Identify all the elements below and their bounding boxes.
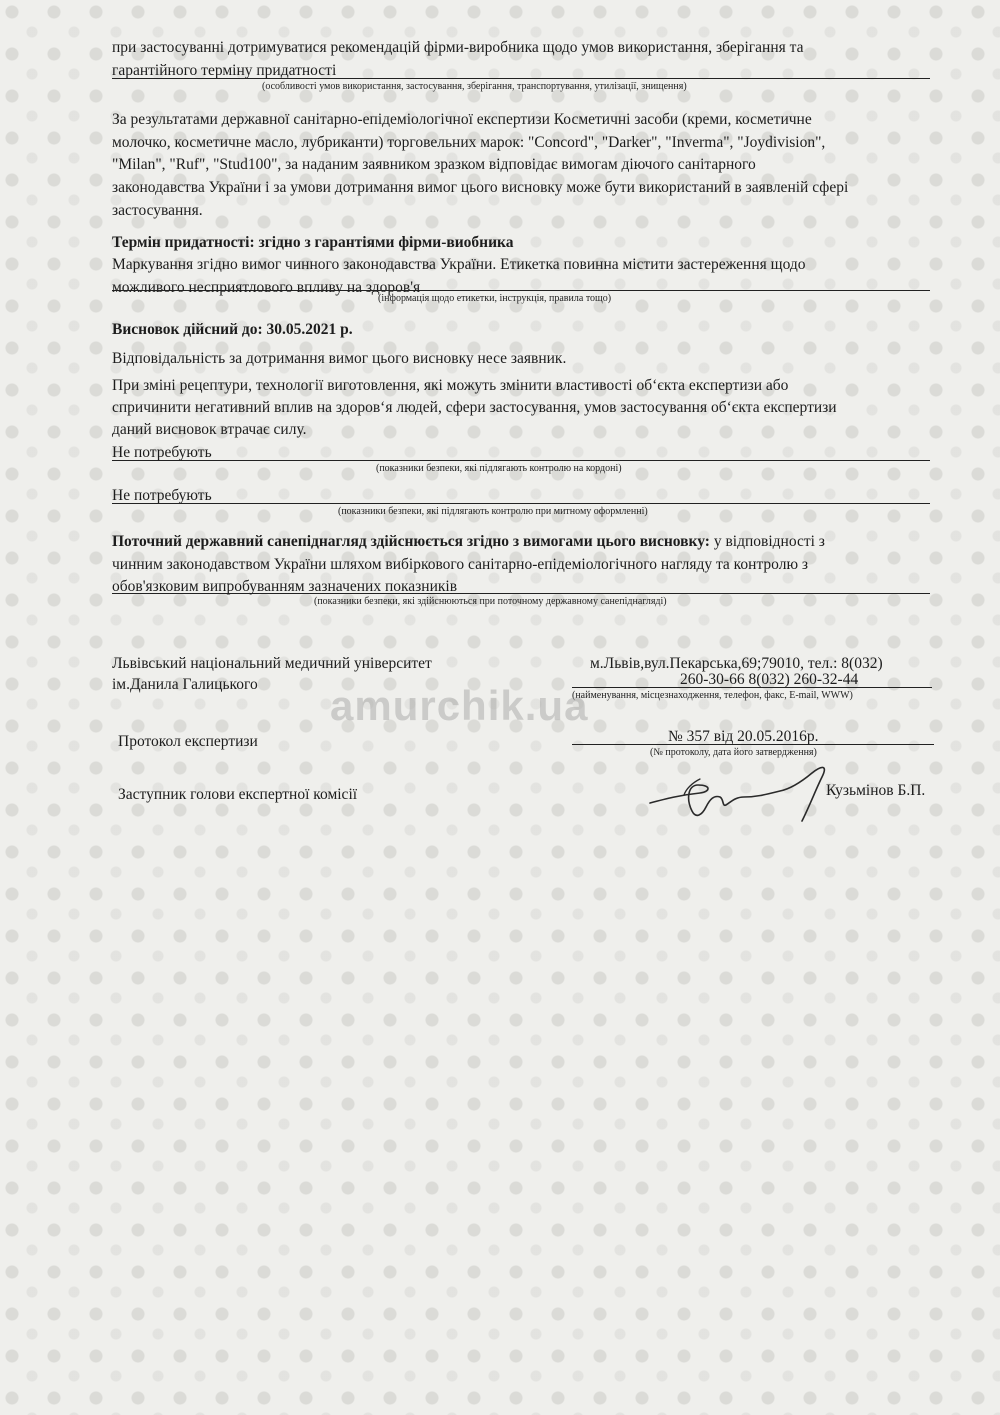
shelf-life-heading: Термін придатності: згідно з гарантіями фірми-виобника bbox=[112, 234, 514, 251]
responsibility-text: Відповідальність за дотримання вимог цього висновку несе заявник. bbox=[112, 350, 567, 367]
storage-line-2: гарантійного терміну придатності bbox=[112, 62, 337, 79]
customs-control-value: Не потребують bbox=[112, 487, 212, 504]
labeling-line-2: можливого несприятлового впливу на здоров'я bbox=[112, 279, 421, 296]
supervision-heading: Поточний державний санепіднагляд здійснюється згідно з вимогами цього висновку: bbox=[112, 533, 710, 550]
customs-control-underline bbox=[112, 503, 930, 504]
validity-date: Висновок дійсний до: 30.05.2021 р. bbox=[112, 321, 353, 338]
border-control-caption: (показники безпеки, які підлягають контролю на кордоні) bbox=[376, 463, 622, 474]
protocol-caption: (№ протоколу, дата його затвердження) bbox=[650, 747, 817, 758]
supervision-line-2: чинним законодавством України шляхом вибіркового санітарно-епідеміологічного нагляду та контролю з bbox=[112, 556, 809, 573]
supervision-line-3: обов'язковим випробуванням зазначених показників bbox=[112, 578, 458, 595]
supervision-line-1 bbox=[112, 530, 825, 553]
signatory-name: Кузьмінов Б.П. bbox=[826, 782, 926, 799]
storage-caption: (особливості умов використання, застосування, зберігання, транспортування, утилізації, знищення) bbox=[262, 81, 687, 92]
protocol-value: № 357 від 20.05.2016р. bbox=[668, 728, 819, 745]
conclusion-line-1: За результатами державної санітарно-епідеміологічної експертизи Косметичні засоби (креми, косметичне bbox=[112, 111, 812, 128]
labeling-line-1: Маркування згідно вимог чинного законодавства України. Етикетка повинна містити застереження щодо bbox=[112, 256, 806, 273]
change-clause-line-3: даний висновок втрачає силу. bbox=[112, 421, 307, 438]
institution-address-line-2: 260-30-66 8(032) 260-32-44 bbox=[680, 671, 859, 688]
border-control-value: Не потребують bbox=[112, 444, 212, 461]
signature-image bbox=[640, 755, 840, 835]
supervision-caption: (показники безпеки, які здійснюються при поточному державному санепіднагляді) bbox=[314, 596, 667, 607]
institution-name-line-1: Львівський національний медичний університет bbox=[112, 655, 432, 672]
institution-name-line-2: ім.Данила Галицького bbox=[112, 676, 258, 693]
supervision-underline bbox=[112, 593, 930, 594]
customs-control-caption: (показники безпеки, які підлягають контролю при митному оформленні) bbox=[338, 506, 648, 517]
labeling-underline bbox=[112, 290, 930, 291]
change-clause-line-1: При зміні рецептури, технології виготовлення, які можуть змінити властивості об‘єкта експертизи або bbox=[112, 377, 789, 394]
change-clause-line-2: спричинити негативний вплив на здоров‘я людей, сфери застосування, умов застосування об‘єкта експертизи bbox=[112, 399, 837, 416]
institution-address-line-1: м.Львів,вул.Пекарська,69;79010, тел.: 8(032) bbox=[590, 655, 883, 672]
conclusion-line-5: застосування. bbox=[112, 202, 203, 219]
border-control-underline bbox=[112, 460, 930, 461]
signatory-title: Заступник голови експертної комісії bbox=[118, 786, 358, 803]
conclusion-line-4: законодавства України і за умови дотримання вимог цього висновку може бути використаний в заявленій сфері bbox=[112, 179, 849, 196]
labeling-caption: (інформація щодо етикетки, інструкція, правила тощо) bbox=[378, 293, 612, 304]
conclusion-line-2: молочко, косметичне масло, лубриканти) торговельних марок: "Concord", "Darker", "Inverma", "Joydivision", bbox=[112, 134, 826, 151]
protocol-underline bbox=[572, 744, 934, 745]
institution-underline bbox=[572, 687, 932, 688]
conclusion-line-3: "Milan", "Ruf", "Stud100", за наданим заявником зразком відповідає вимогам діючого санітарного bbox=[112, 156, 756, 173]
watermark-text: amurchik.ua bbox=[330, 682, 589, 729]
protocol-label: Протокол експертизи bbox=[118, 733, 258, 750]
institution-caption: (найменування, місцезнаходження, телефон, факс, E-mail, WWW) bbox=[572, 690, 853, 701]
supervision-line-1-rest: у відповідності з bbox=[709, 533, 825, 550]
storage-line-1: при застосуванні дотримуватися рекомендацій фірми-виробника щодо умов використання, зберігання та bbox=[112, 39, 804, 56]
storage-underline bbox=[112, 78, 930, 79]
